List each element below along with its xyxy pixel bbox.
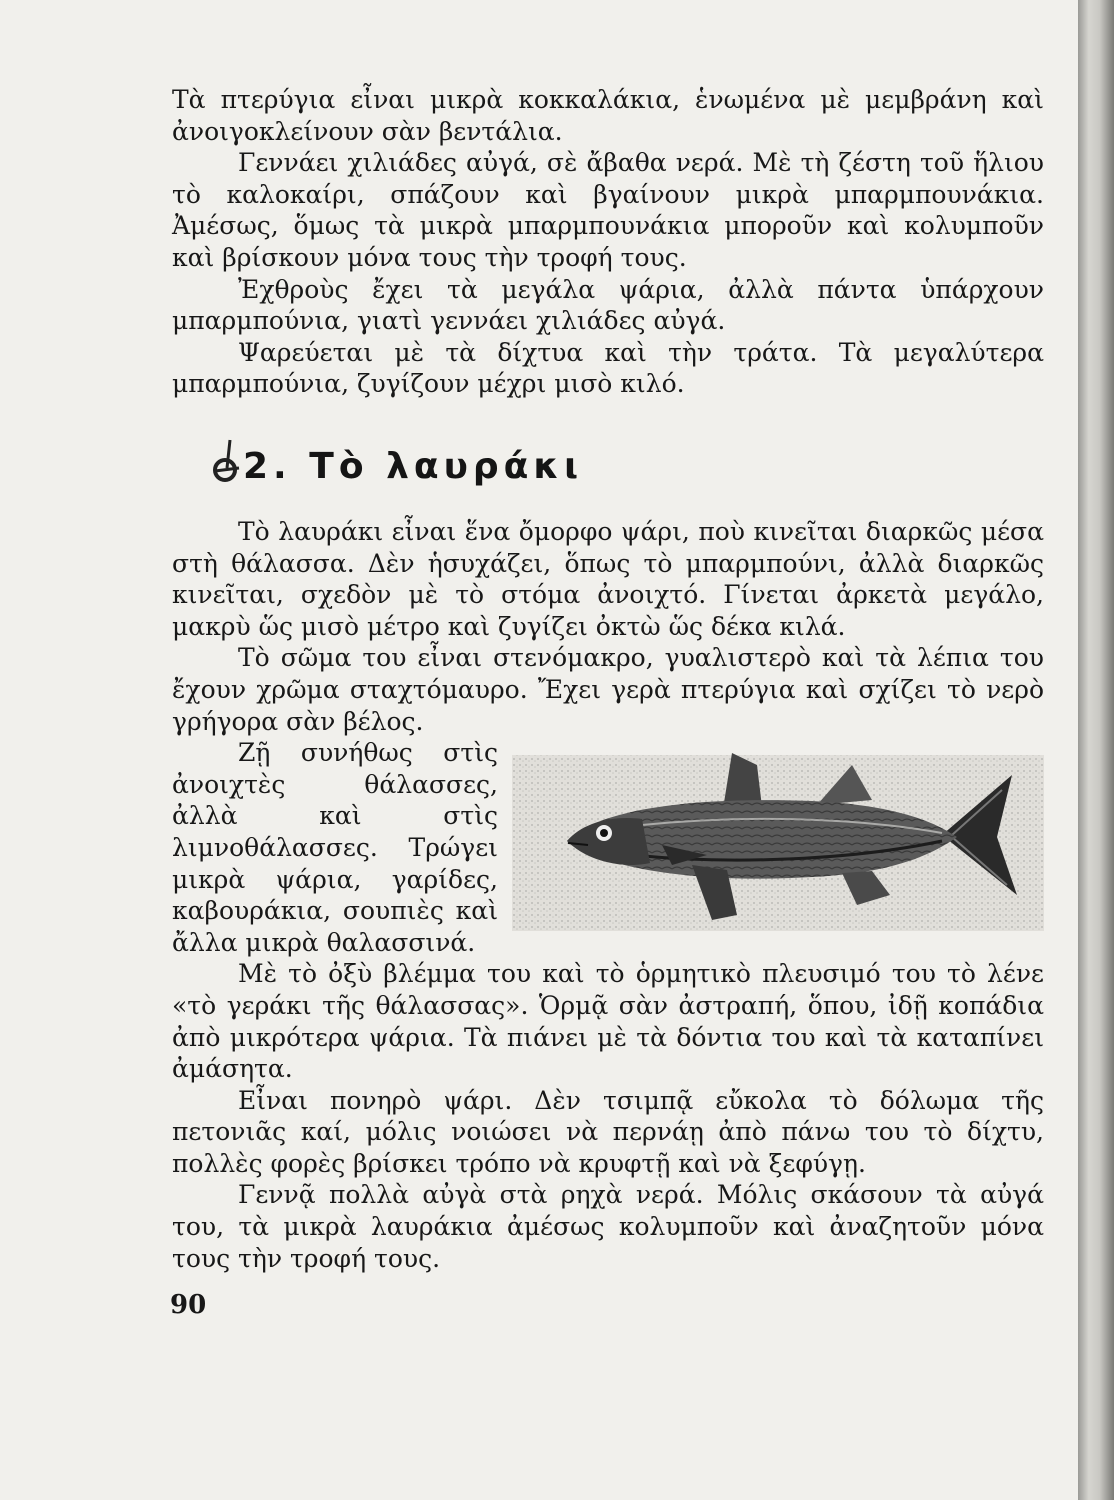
paragraph: Ψαρεύεται μὲ τὰ δίχτυα καὶ τὴν τράτα. Τὰ μεγαλύτερα μπαρμπούνια, ζυγίζουν μέχρι μισὸ κιλό. — [172, 337, 1044, 399]
pencil-mark-icon — [210, 438, 244, 484]
paragraph: Τὰ πτερύγια εἶναι μικρὰ κοκκαλάκια, ἑνωμένα μὲ μεμβράνη καὶ ἀνοιγοκλείνουν σὰν βεντάλια. — [172, 85, 1044, 146]
paragraph: Τὸ σῶμα του εἶναι στενόμακρο, γυαλιστερὸ καὶ τὰ λέπια του ἔχουν χρῶμα σταχτόμαυρο. Ἔχει γερὰ πτερύγια καὶ σχίζει τὸ νερὸ γρήγορα σὰν βέλος. — [172, 643, 1044, 736]
paragraph: Εἶναι πονηρὸ ψάρι. Δὲν τσιμπᾷ εὔκολα τὸ δόλωμα τῆς πετονιᾶς καί, μόλις νοιώσει νὰ περνάῃ ἀπὸ πάνω του τὸ δίχτυ, πολλὲς φορὲς βρίσκει τρόπο νὰ κρυφτῇ καὶ νὰ ξεφύγῃ. — [172, 1085, 1044, 1178]
intro-text — [172, 84, 1044, 400]
paragraph: Τὸ λαυράκι εἶναι ἕνα ὄμορφο ψάρι, ποὺ κινεῖται διαρκῶς μέσα στὴ θάλασσα. Δὲν ἡσυχάζει, ὅπως τὸ μπαρμπούνι, ἀλλὰ διαρκῶς κινεῖται, σχεδὸν μὲ τὸ στόμα ἀνοιχτό. Γίνεται ἀρκετὰ μεγάλο, μακρὺ ὥς μισὸ μέτρο καὶ ζυγίζει ὀκτὼ ὥς δέκα κιλά. — [172, 517, 1044, 641]
book-edge — [1078, 0, 1114, 1500]
paragraph: Γεννᾷ πολλὰ αὐγὰ στὰ ρηχὰ νερά. Μόλις σκάσουν τὰ αὐγά του, τὰ μικρὰ λαυράκια ἀμέσως κολυμποῦν καὶ ἀναζητοῦν μόνα τους τὴν τροφή τους. — [172, 1180, 1044, 1273]
sea-bass-fish-illustration — [512, 745, 1044, 931]
section-text — [172, 516, 1044, 1274]
paragraph: Ἐχθροὺς ἔχει τὰ μεγάλα ψάρια, ἀλλὰ πάντα ὑπάρχουν μπαρμπούνια, γιατὶ γεννάει χιλιάδες αὐγά. — [172, 274, 1044, 336]
paragraph: Γεννάει χιλιάδες αὐγά, σὲ ἄβαθα νερά. Μὲ τὴ ζέστη τοῦ ἥλιου τὸ καλοκαίρι, σπάζουν καὶ βγαίνουν μικρὰ μπαρμπουνάκια. Ἀμέσως, ὅμως τὰ μικρὰ μπαρμπουνάκια μποροῦν καὶ κολυμποῦν καὶ βρίσκουν μόνα τους τὴν τροφή τους. — [172, 148, 1044, 272]
paragraph: Ζῇ συνήθως στὶς ἀνοιχτὲς θάλασσες, ἀλλὰ καὶ στὶς λιμνοθάλασσες. Τρώγει μικρὰ ψάρια, γαρίδες, καβουράκια, σουπιὲς καὶ ἄλλα μικρὰ θαλασσινά. — [172, 738, 498, 957]
page-number: 90 — [170, 1290, 207, 1320]
paragraph: Μὲ τὸ ὀξὺ βλέμμα του καὶ τὸ ὁρμητικὸ πλευσιμό του τὸ λένε «τὸ γεράκι τῆς θάλασσας». Ὁρμᾷ σὰν ἀστραπή, ὅπου, ἰδῇ κοπάδια ἀπὸ μικρότερα ψάρια. Τὰ πιάνει μὲ τὰ δόντια του καὶ τὰ καταπίνει ἀμάσητα. — [172, 959, 1044, 1084]
section-heading: 2. Τὸ λαυράκι — [243, 446, 584, 487]
